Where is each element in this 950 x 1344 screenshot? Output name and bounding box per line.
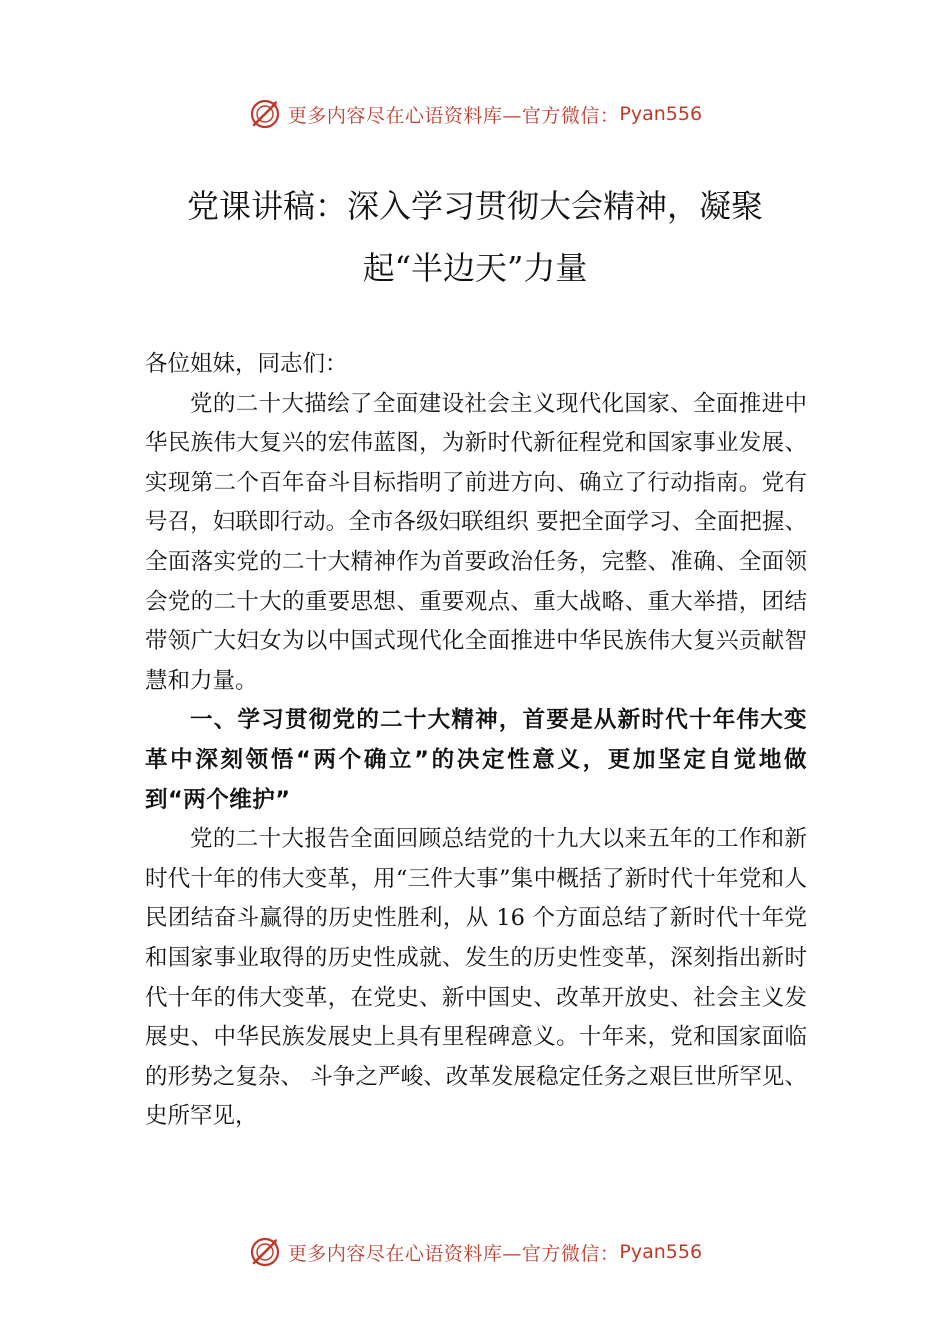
watermark-wechat-id: Pyan556 <box>619 1241 703 1263</box>
footer-watermark <box>0 1230 950 1274</box>
title-line-1: 党课讲稿：深入学习贯彻大会精神，凝聚 <box>186 187 763 225</box>
watermark-text: 更多内容尽在心语资料库—官方微信： <box>287 1242 620 1265</box>
paragraph-1: 党的二十大描绘了全面建设社会主义现代化国家、全面推进中华民族伟大复兴的宏伟蓝图，为新时代新征程党和国家事业发展、实现第二个百年奋斗目标指明了前进方向、确立了行动指南。党有号召，妇联即行动。全市各级妇联组织 要把全面学习、全面把握、全面落实党的二十大精神作为首要政治任务，完整、准确、全面领会党的二十大的重要思想、重要观点、重大战略、重大举措，团结带领广大妇女为以中国式现代化全面推进中华民族伟大复兴贡献智慧和力量。 <box>145 390 807 694</box>
section-heading-1: 一、学习贯彻党的二十大精神，首要是从新时代十年伟大变革中深刻领悟“两个确立”的决定性意义，更加坚定自觉地做到“两个维护” <box>145 707 807 813</box>
title-line-2: 起“半边天”力量 <box>362 249 588 287</box>
document-body <box>145 345 807 1137</box>
paragraph-2: 党的二十大报告全面回顾总结党的十九大以来五年的工作和新时代十年的伟大变革，用“三件大事”集中概括了新时代十年党和人民团结奋斗赢得的历史性胜利，从 16 个方面总结了新时代十年党和国家事业取得的历史性成就、发生的历史性变革，深刻指出新时代十年的伟大变革，在党史、新中国史、改革开放史、社会主义发展史、中华民族发展史上具有里程碑意义。十年来，党和国家面临的形势之复杂、 斗争之严峻、改革发展稳定任务之艰巨世所罕见、史所罕见， <box>145 826 807 1130</box>
salutation: 各位姐妹，同志们： <box>145 351 348 377</box>
document-title <box>140 175 810 299</box>
watermark-text: 更多内容尽在心语资料库—官方微信： <box>287 104 620 127</box>
pen-logo-icon <box>248 97 282 131</box>
watermark-wechat-id: Pyan556 <box>619 103 703 125</box>
pen-logo-icon <box>248 1235 282 1269</box>
header-watermark <box>0 92 950 136</box>
